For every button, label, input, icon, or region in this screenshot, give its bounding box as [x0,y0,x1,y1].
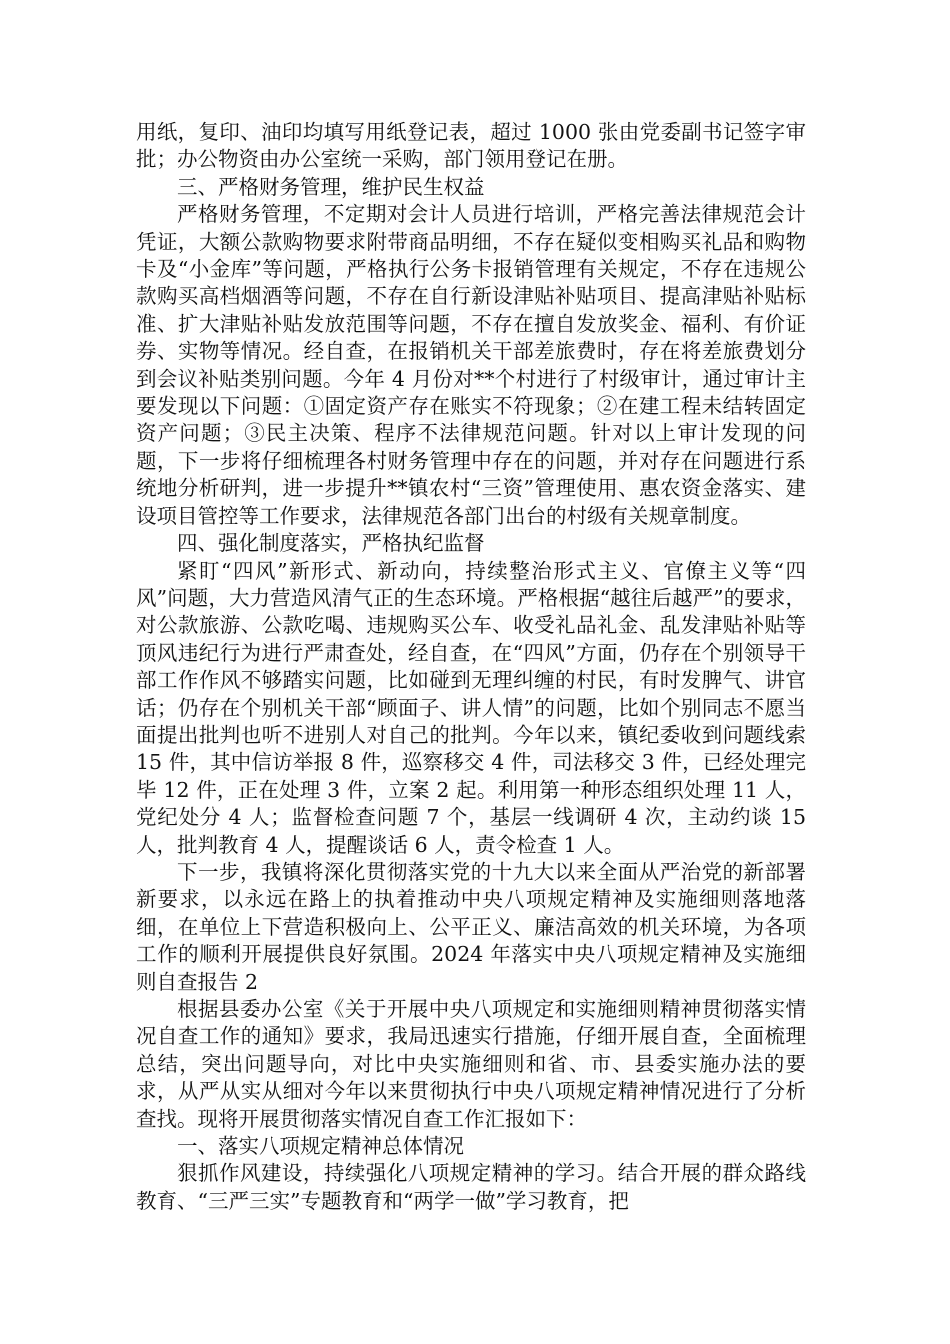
section-heading-1: 一、落实八项规定精神总体情况 [177,1134,464,1159]
paragraph-continuation: 用纸，复印、油印均填写用纸登记表，超过 1000 张由党委副书记签字审批；办公物资由办公室统一采购，部门领用登记在册。 [136,120,806,172]
document-body [136,119,806,1215]
section-heading-4: 四、强化制度落实，严格执纪监督 [177,531,485,556]
section-heading-3: 三、严格财务管理，维护民生权益 [177,174,485,199]
paragraph-finance: 严格财务管理，不定期对会计人员进行培训，严格完善法律规范会计凭证，大额公款购物要求附带商品明细，不存在疑似变相购买礼品和购物卡及“小金库”等问题，严格执行公务卡报销管理有关规定，不存在违规公款购买高档烟酒等问题，不存在自行新设津贴补贴项目、提高津贴补贴标准、扩大津贴补贴发放范围等问题，不存在擅自发放奖金、福利、有价证券、实物等情况。经自查，在报销机关干部差旅费时，存在将差旅费划分到会议补贴类别问题。今年 4 月份对**个村进行了村级审计，通过审计主要发现以下问题：①固定资产存在账实不符现象；②在建工程未结转固定资产问题；③民主决策、程序不法律规范问题。针对以上审计发现的问题，下一步将仔细梳理各村财务管理中存在的问题，并对存在问题进行系统地分析研判，进一步提升**镇农村“三资”管理使用、惠农资金落实、建设项目管控等工作要求，法律规范各部门出台的村级有关规章制度。 [136,202,806,528]
paragraph-style-building: 狠抓作风建设，持续强化八项规定精神的学习。结合开展的群众路线教育、“三严三实”专题教育和“两学一做”学习教育，把 [136,1161,806,1213]
paragraph-self-inspection: 根据县委办公室《关于开展中央八项规定和实施细则精神贯彻落实情况自查工作的通知》要求，我局迅速实行措施，仔细开展自查，全面梳理总结，突出问题导向，对比中央实施细则和省、市、县委实施办法的要求，从严从实从细对今年以来贯彻执行中央八项规定精神情况进行了分析查找。现将开展贯彻落实情况自查工作汇报如下： [136,997,806,1131]
paragraph-four-winds: 紧盯“四风”新形式、新动向，持续整治形式主义、官僚主义等“四风”问题，大力营造风清气正的生态环境。严格根据“越往后越严”的要求，对公款旅游、公款吃喝、违规购买公车、收受礼品礼金、乱发津贴补贴等顶风违纪行为进行严肃查处，经自查，在“四风”方面，仍存在个别领导干部工作作风不够踏实问题，比如碰到无理纠缠的村民，有时发脾气、讲官话；仍存在个别机关干部“顾面子、讲人情”的问题，比如个别同志不愿当面提出批判也听不进别人对自己的批判。今年以来，镇纪委收到问题线索 15 件，其中信访举报 8 件，巡察移交 4 件，司法移交 3 件，已经处理完毕 12 件，正在处理 3 件，立案 2 起。利用第一种形态组织处理 11 人，党纪处分 4 人；监督检查问题 7 个，基层一线调研 4 次，主动约谈 15 人，批判教育 4 人，提醒谈话 6 人，责令检查 1 人。 [136,558,806,857]
paragraph-next-step: 下一步，我镇将深化贯彻落实党的十九大以来全面从严治党的新部署新要求，以永远在路上的执着推动中央八项规定精神及实施细则落地落细，在单位上下营造积极向上、公平正义、廉洁高效的机关环境，为各项工作的顺利开展提供良好氛围。2024 年落实中央八项规定精神及实施细则自查报告 2 [136,859,806,994]
